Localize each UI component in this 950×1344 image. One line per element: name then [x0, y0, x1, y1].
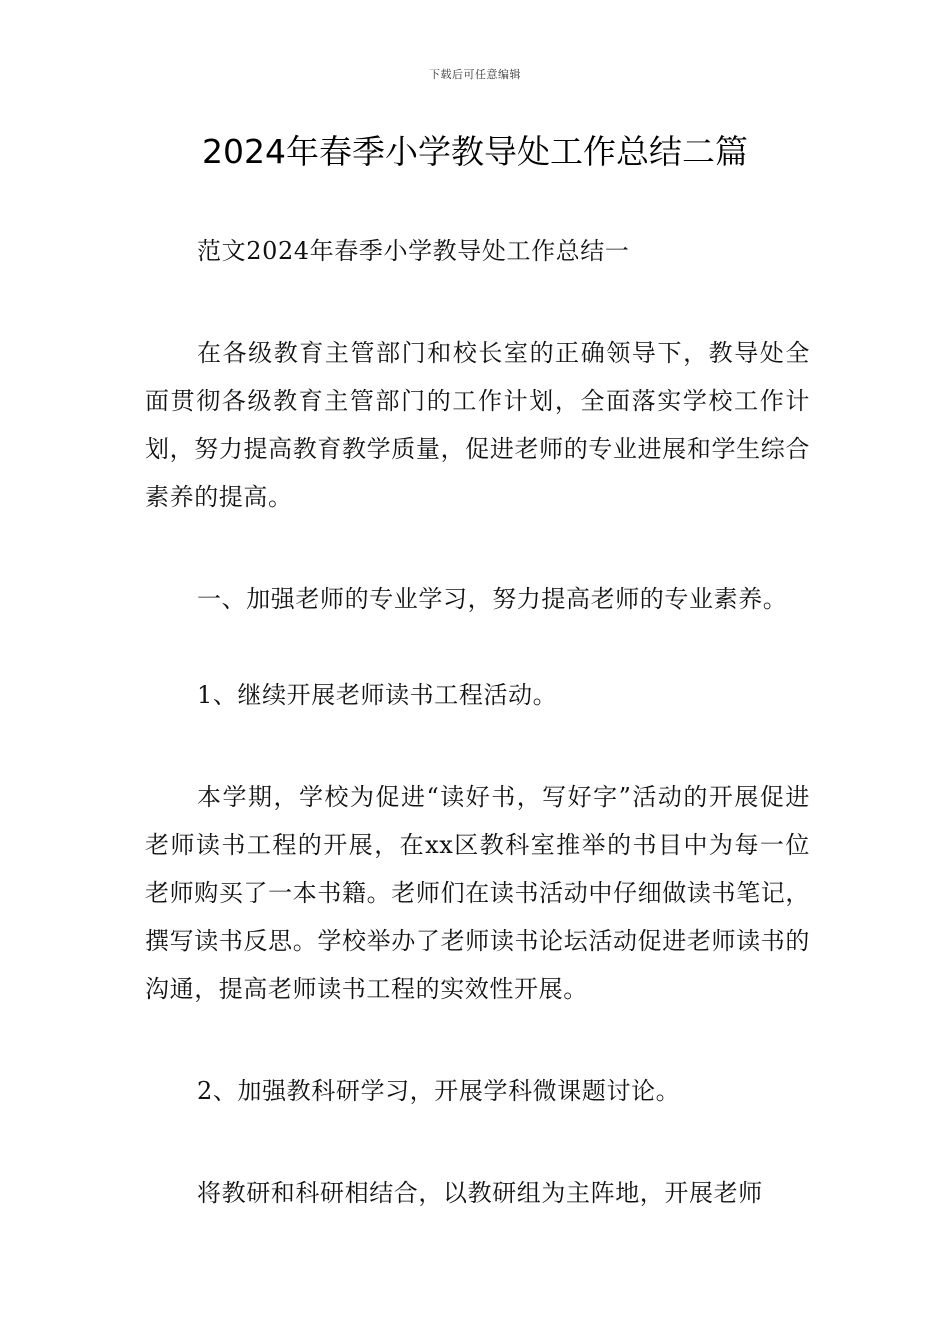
- document-body: [145, 227, 810, 1217]
- item1-heading: 1、继续开展老师读书工程活动。: [197, 681, 558, 709]
- spacer: [145, 275, 810, 329]
- spacer: [145, 623, 810, 671]
- spacer: [145, 1013, 810, 1067]
- spacer: [145, 1115, 810, 1169]
- document-title: 2024年春季小学教导处工作总结二篇: [202, 132, 748, 171]
- item2-heading: 2、加强教科研学习，开展学科微课题讨论。: [197, 1077, 681, 1105]
- subtitle-line: 范文2024年春季小学教导处工作总结一: [197, 237, 630, 265]
- spacer: [145, 719, 810, 773]
- section1-heading: 一、加强老师的专业学习，努力提高老师的专业素养。: [197, 585, 788, 613]
- intro-paragraph: 在各级教育主管部门和校长室的正确领导下，教导处全面贯彻各级教育主管部门的工作计划，全面落实学校工作计划，努力提高教育教学质量，促进老师的专业进展和学生综合素养的提高。: [145, 339, 810, 511]
- spacer: [145, 521, 810, 575]
- header-note: 下载后可任意编辑: [429, 68, 521, 81]
- item1-body: 本学期，学校为促进“读好书，写好字”活动的开展促进老师读书工程的开展，在xx区教科室推举的书目中为每一位老师购买了一本书籍。老师们在读书活动中仔细做读书笔记，撰写读书反思。学校举办了老师读书论坛活动促进老师读书的沟通，提高老师读书工程的实效性开展。: [145, 783, 810, 1003]
- item2-body: 将教研和科研相结合，以教研组为主阵地，开展老师: [197, 1179, 763, 1207]
